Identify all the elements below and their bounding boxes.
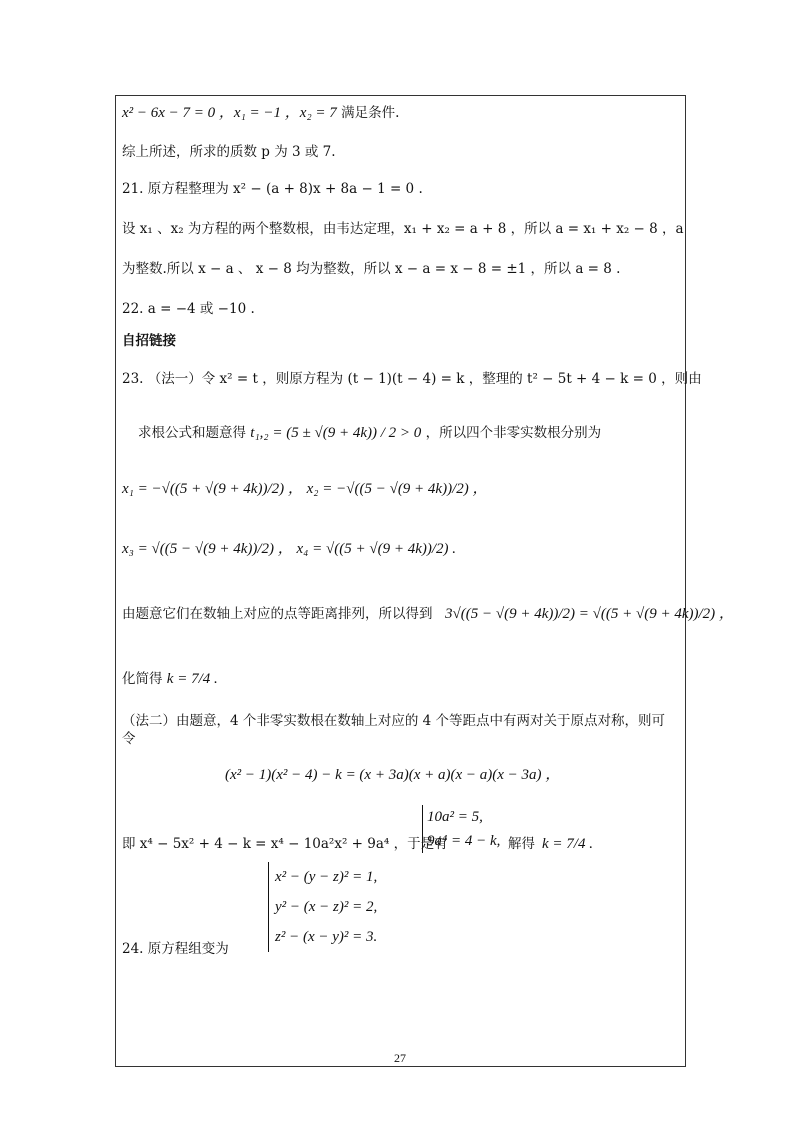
system-line: y² − (x − z)² = 2,: [275, 899, 378, 915]
system-line: 9a⁴ = 4 − k,: [427, 833, 501, 849]
section-heading: 自招链接: [122, 333, 176, 349]
text: 由题意它们在数轴上对应的点等距离排列，所以得到: [122, 606, 433, 622]
text: 满足条件.: [341, 105, 400, 121]
line-problem-24: 24. 原方程组变为: [122, 941, 229, 957]
solution-text: 解得: [508, 836, 535, 852]
page-frame: [115, 95, 686, 1067]
system-a-k: [422, 805, 500, 853]
line-simplify: [122, 670, 218, 688]
equation: t₁,₂ = (5 ± √(9 + 4k)) / 2 > 0: [250, 425, 422, 441]
system-line: 10a² = 5,: [427, 809, 483, 825]
text: ，所以四个非零实数根分别为: [425, 425, 602, 441]
line-compare-coefficients: [122, 835, 448, 853]
system-line: z² − (x − y)² = 3.: [275, 929, 378, 945]
system-line: x² − (y − z)² = 1,: [275, 869, 378, 885]
equation: x² − 6x − 7 = 0 ，x₁ = −1 ，x₂ = 7: [122, 105, 337, 121]
line-vieta: 设 x₁ 、x₂ 为方程的两个整数根，由韦达定理，x₁ + x₂ = a + 8 ，所以 a = x₁ + x₂ − 8 ，a: [122, 221, 684, 237]
line-roots-x1-x2: x₁ = −√((5 + √(9 + 4k))/2) ， x₂ = −√((5 − √(9 + 4k))/2) ，: [122, 481, 488, 497]
text: 即 x⁴ − 5x² + 4 − k = x⁴ − 10a²x² + 9a⁴ ，于是有: [122, 836, 448, 852]
text: 求根公式和题意得: [138, 425, 246, 441]
equation: k = 7/4 .: [166, 671, 218, 687]
line-problem-23: 23. （法一）令 x² = t ，则原方程为 (t − 1)(t − 4) = k ，整理的 t² − 5t + 4 − k = 0 ，则由: [122, 371, 702, 387]
line-roots-x3-x4: x₃ = √((5 − √(9 + 4k))/2) ， x₄ = √((5 + √(9 + 4k))/2) .: [122, 541, 456, 557]
solution-k: k = 7/4 .: [542, 836, 593, 852]
line-factorization: (x² − 1)(x² − 4) − k = (x + 3a)(x + a)(x − a)(x − 3a) ，: [225, 767, 561, 783]
page-number: 27: [394, 1051, 406, 1065]
line-problem-22: 22. a = −4 或 −10 .: [122, 301, 255, 317]
line-problem-21: 21. 原方程整理为 x² − (a + 8)x + 8a − 1 = 0 .: [122, 181, 423, 197]
line-method-two: （法二）由题意，4 个非零实数根在数轴上对应的 4 个等距点中有两对关于原点对称，则可令: [122, 713, 666, 747]
line-equidistant: [122, 605, 433, 623]
system-xyz: [268, 862, 377, 952]
line-conclusion-prime: 综上所述，所求的质数 p 为 3 或 7.: [122, 144, 336, 160]
text: 化简得: [122, 671, 163, 687]
line-integer-condition: 为整数.所以 x − a 、 x − 8 均为整数，所以 x − a = x − 8 = ±1 ，所以 a = 8 .: [122, 261, 621, 277]
line-root-formula: [138, 424, 601, 442]
equidistant-equation: 3√((5 − √(9 + 4k))/2) = √((5 + √(9 + 4k))/2) ，: [445, 606, 734, 622]
line-equation-solutions: [122, 104, 399, 122]
